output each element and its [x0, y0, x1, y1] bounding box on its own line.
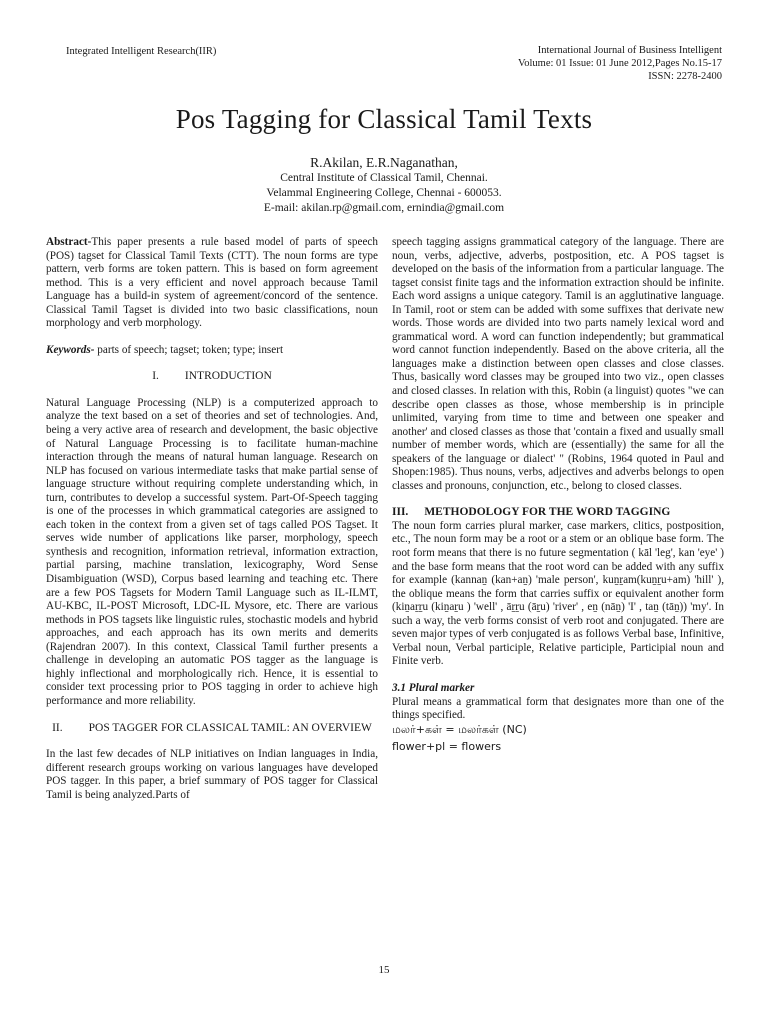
abstract-label: Abstract-: [46, 236, 92, 248]
keywords: [46, 344, 378, 358]
authors: R.Akilan, E.R.Naganathan,: [310, 155, 458, 170]
keywords-text: parts of speech; tagset; token; type; insert: [94, 343, 284, 356]
methodology-text: The noun form carries plural marker, case markers, clitics, postposition, etc., The noun form may be a root or a stem or an oblique base form. The root form means that there is no future segmentation ( kāl 'leg', kan 'eye' ) and the base form means that the root word can be added with any suffix for example (kannaṉ (kan+aṉ) 'male person', kuṉṟam(kuṉṟu+am) 'hill' ), the oblique means the form that carries suffix or equivalent another form (kiṉaṟṟu (kiṉaṟu ) 'well' , āṟṟu (āṟu) 'river' , eṉ (nāṉ) 'I' , taṉ (tāṉ)) 'my'. In such a way, the verb forms consist of verb root and conjugated. There are seven major types of verb conjugated is as follows Verbal base, Infinitive, Verbal noun, Verbal participle, Relative participle, Participial noun and Finite verb.: [392, 519, 724, 668]
paper-title: Pos Tagging for Classical Tamil Texts: [175, 104, 593, 134]
abstract: [46, 236, 378, 331]
left-column: [46, 236, 378, 802]
email: E-mail: akilan.rp@gmail.com, erni⁠ndia@gmail.com: [263, 202, 505, 214]
english-example: flower+pl = flowers: [392, 740, 502, 754]
overview-text: In the last few decades of NLP initiatives on Indian languages in India, different research groups working on various languages have developed POS tagger. In this paper, a brief summary of POS tagger for Classical Tamil is being analyzed.Parts of: [46, 748, 378, 801]
plural-marker-text: Plural means a grammatical form that designates more than one of the things specified.: [392, 695, 724, 722]
journal-volume: Volume: 01 Issue: 01 June 2012,Pages No.15-17: [518, 58, 722, 69]
introduction-text: Natural Language Processing (NLP) is a computerized approach to analyze the text based on a set of theories and set of technologies. And, being a very active area of research and development, the basic objective of Natural Language Processing is to facilitate human-machine interaction through the means of natural human language. Research on NLP has focused on various intermediate tasks that make partial sense of language structure without requiring complete understanding which, in turn, contributes to develop a successful system. Part-Of-Speech tagging is one of the processes in which grammatical categories are assigned to each token in the context from a given set of tags called POS Tagset. It serves wide number of applications like parser, morphology, speech synthesis and recognition, information retrieval, information extraction, partial parsing, machine translation, lexicography, Word Sense Disambiguation (WSD), Corpus based learning and teaching etc. There are a few POS Tagsets for Modern Tamil Language such as IL-ILMT, AU-KBC, IL-POST Microsoft, LDC-IL Mysore, etc. There are various methods in POS tagsets like linguistic rules, stochastic models and hybrid approaches, and each approach has its own merits and demerits (Rajendran 2007). In this context, Classical Tamil further presents a challenge in developing an automatic POS tagger as the language is highly inflectional and morphologically rich. Hence, it is essential to consider text processing prior to POS tagging in order to achieve high performance and more reliability.: [46, 396, 378, 707]
section-heading-2: II. POS TAGGER FOR CLASSICAL TAMIL: AN OVERVIEW: [52, 721, 372, 734]
subsection-heading-3-1: 3.1 Plural marker: [392, 681, 475, 694]
section-heading-1: I. INTRODUCTION: [152, 370, 272, 383]
journal-name: International Journal of Business Intelligent: [537, 45, 722, 56]
tamil-example: மலர்+கள் = மலர்கள் (NC): [392, 722, 527, 736]
abstract-text: This paper presents a rule based model of parts of speech (POS) tagset for Classical Tamil Texts (CTT). The noun forms are type pattern, verb forms are token pattern. This is based on form agreement method. This is a very efficient and novel approach because Tamil Language has a build-in system of agreement/concord of the sentence. Classical Tamil Tagset is divided into two basic classifications, noun morphology and verb morphology.: [46, 236, 378, 330]
section-heading-3: III. METHODOLOGY FOR THE WORD TAGGING: [392, 506, 671, 519]
affiliation-1: Central Institute of Classical Tamil, Chennai.: [280, 172, 488, 184]
journal-right-header: [518, 44, 722, 83]
continued-text: speech tagging assigns grammatical category of the language. There are noun, verbs, adjective, adverbs, postposition, etc. A POS tagset is developed on the basis of the information from a particular language. The tagset consist finite tags and the information extraction should be infinite. Each word assigns a unique category. Tamil is an agglutinative language. In Tamil, root or stem can be added with some suffixes that derivate new words. Those words are divided into two parts namely lexical word and grammatical word. A word can function independently; but grammatical word cannot function independently. Based on the above criteria, all the languages make a distinction between open classes and close classes. Thus, basically word classes may be grouped into two viz., open classes and closed classes. In relation with this, Robin (a linguist) quotes "we can describe open classes as those, whose membership is in principle unlimited, varying from time to time and between one speaker and another' and closed classes as those that 'contain a fixed and usually small number of member words, which are (essentially) the same for all the speakers of the language or dialect' " (Robins, 1964 quoted in Paul and Shopen:1985). Thus nouns, verbs, adjectives and adverbs belongs to open classes and pronouns, conjunction, etc., belong to closed classes.: [392, 236, 724, 492]
author-block: [0, 154, 768, 216]
keywords-label: Keywords-: [46, 343, 95, 356]
affiliation-2: Velammal Engineering College, Chennai - 600053.: [266, 187, 502, 199]
journal-issn: ISSN: 2278-2400: [648, 71, 722, 82]
right-column: [392, 236, 724, 754]
page-number: 15: [378, 964, 390, 976]
journal-left-header: Integrated Intelligent Research(IIR): [66, 46, 217, 57]
